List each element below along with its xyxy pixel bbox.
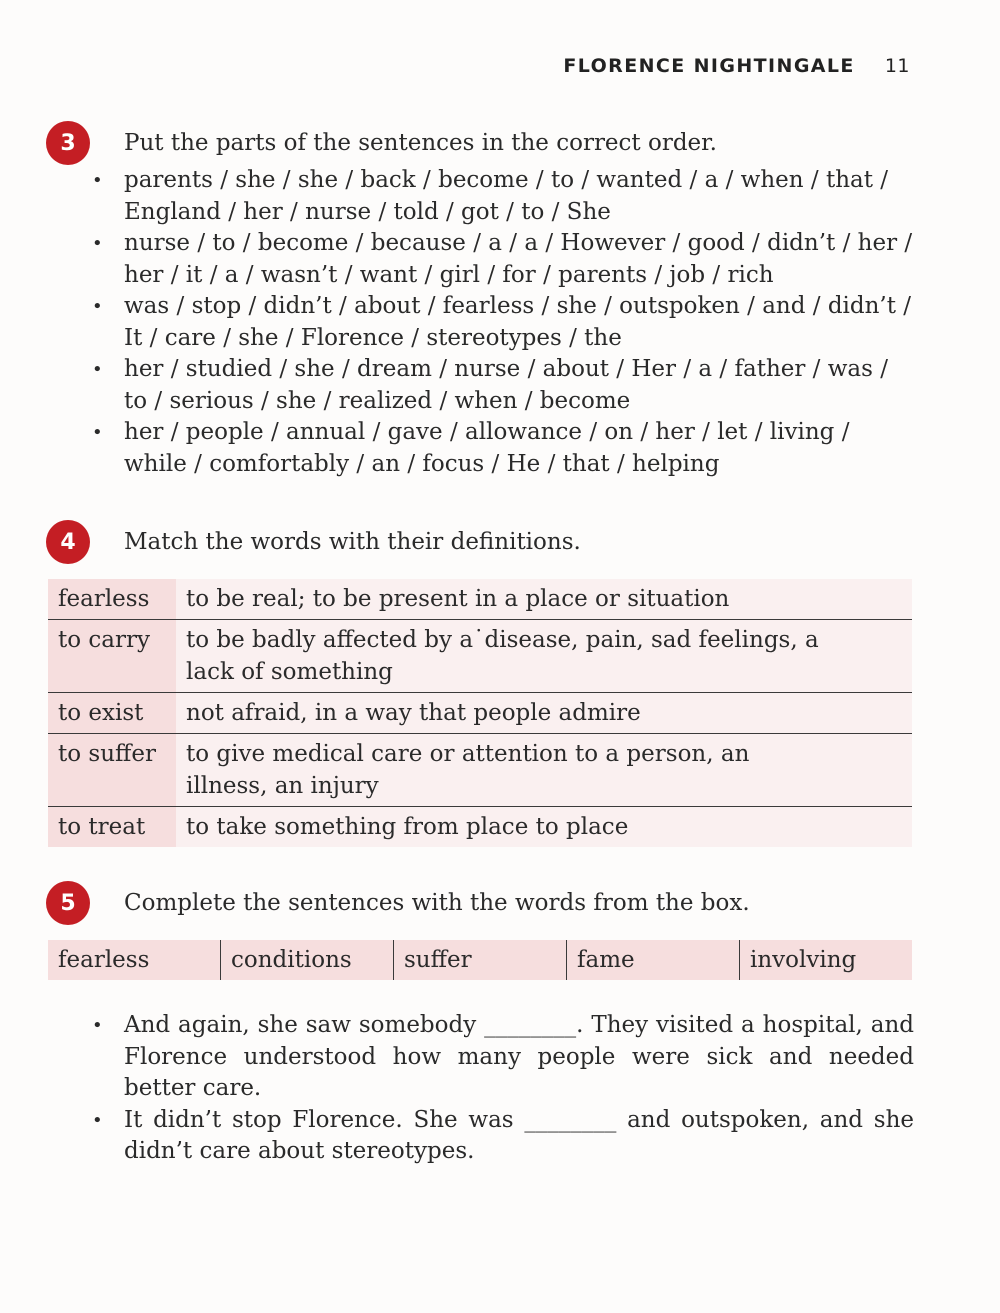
list-item <box>92 291 914 354</box>
exercise-3-list <box>92 165 914 480</box>
exercise-5-instruction: Complete the sentences with the words from the box. <box>124 890 750 916</box>
bullet-icon: • <box>92 422 103 443</box>
bullet-icon: • <box>92 170 103 191</box>
word-box-item: conditions <box>220 940 393 980</box>
list-item-text: her / people / annual / gave / allowance / on / her / let / living / while / comfortably / an / focus / He / that / helping <box>124 419 850 477</box>
bullet-icon: • <box>92 233 103 254</box>
definitions-table <box>48 579 912 847</box>
exercise-4-instruction: Match the words with their definitions. <box>124 529 581 555</box>
word-box-item: fame <box>566 940 739 980</box>
table-word-cell: fearless <box>48 579 176 620</box>
list-item-text: her / studied / she / dream / nurse / about / Her / a / father / was / to / serious / she / realized / when / become <box>124 356 889 414</box>
chapter-title: FLORENCE NIGHTINGALE <box>563 55 855 77</box>
word-box-item: fearless <box>58 947 150 973</box>
word-box <box>48 940 912 980</box>
bullet-icon: • <box>92 359 103 380</box>
table-definition-cell: to be badly affected by a˙disease, pain, sad feelings, a lack of something <box>176 620 912 693</box>
table-word-cell: to suffer <box>48 734 176 807</box>
word-box-item: suffer <box>393 940 566 980</box>
table-row <box>48 620 912 693</box>
list-item <box>92 1105 914 1168</box>
exercise-4-number-badge: 4 <box>46 520 90 564</box>
list-item <box>92 1010 914 1105</box>
word-box-item: involving <box>739 940 912 980</box>
exercise-5-number-badge: 5 <box>46 881 90 925</box>
list-item-text: parents / she / she / back / become / to / wanted / a / when / that / England / her / nurse / told / got / to / She <box>124 167 889 225</box>
exercise-3-number-badge: 3 <box>46 121 90 165</box>
exercise-3-instruction: Put the parts of the sentences in the correct order. <box>124 130 717 156</box>
page-number: 11 <box>884 55 910 77</box>
list-item <box>92 354 914 417</box>
table-row <box>48 693 912 734</box>
table-row <box>48 734 912 807</box>
page-header <box>563 55 910 77</box>
table-word-cell: to treat <box>48 807 176 848</box>
list-item-text: nurse / to / become / because / a / a / However / good / didn’t / her / her / it / a / wasn’t / want / girl / for / parents / job / rich <box>124 230 913 288</box>
list-item <box>92 228 914 291</box>
bullet-icon: • <box>92 296 103 317</box>
list-item-text: And again, she saw somebody ________. They visited a hospital, and Florence understood how many people were sick and needed better care. <box>124 1012 914 1101</box>
list-item <box>92 417 914 480</box>
table-word-cell: to carry <box>48 620 176 693</box>
list-item <box>92 165 914 228</box>
table-definition-cell: not afraid, in a way that people admire <box>176 693 912 734</box>
table-definition-cell: to be real; to be present in a place or situation <box>176 579 912 620</box>
table-row <box>48 579 912 620</box>
bullet-icon: • <box>92 1109 103 1131</box>
table-definition-cell: to take something from place to place <box>176 807 912 848</box>
list-item-text: was / stop / didn’t / about / fearless / she / outspoken / and / didn’t / It / care / she / Florence / stereotypes / the <box>124 293 912 351</box>
table-row <box>48 807 912 848</box>
table-word-cell: to exist <box>48 693 176 734</box>
exercise-5-list <box>92 1010 914 1168</box>
bullet-icon: • <box>92 1015 103 1036</box>
table-definition-cell: to give medical care or attention to a person, an illness, an injury <box>176 734 912 807</box>
list-item-text: It didn’t stop Florence. She was ________ and outspoken, and she didn’t care about stereotypes. <box>124 1106 914 1164</box>
